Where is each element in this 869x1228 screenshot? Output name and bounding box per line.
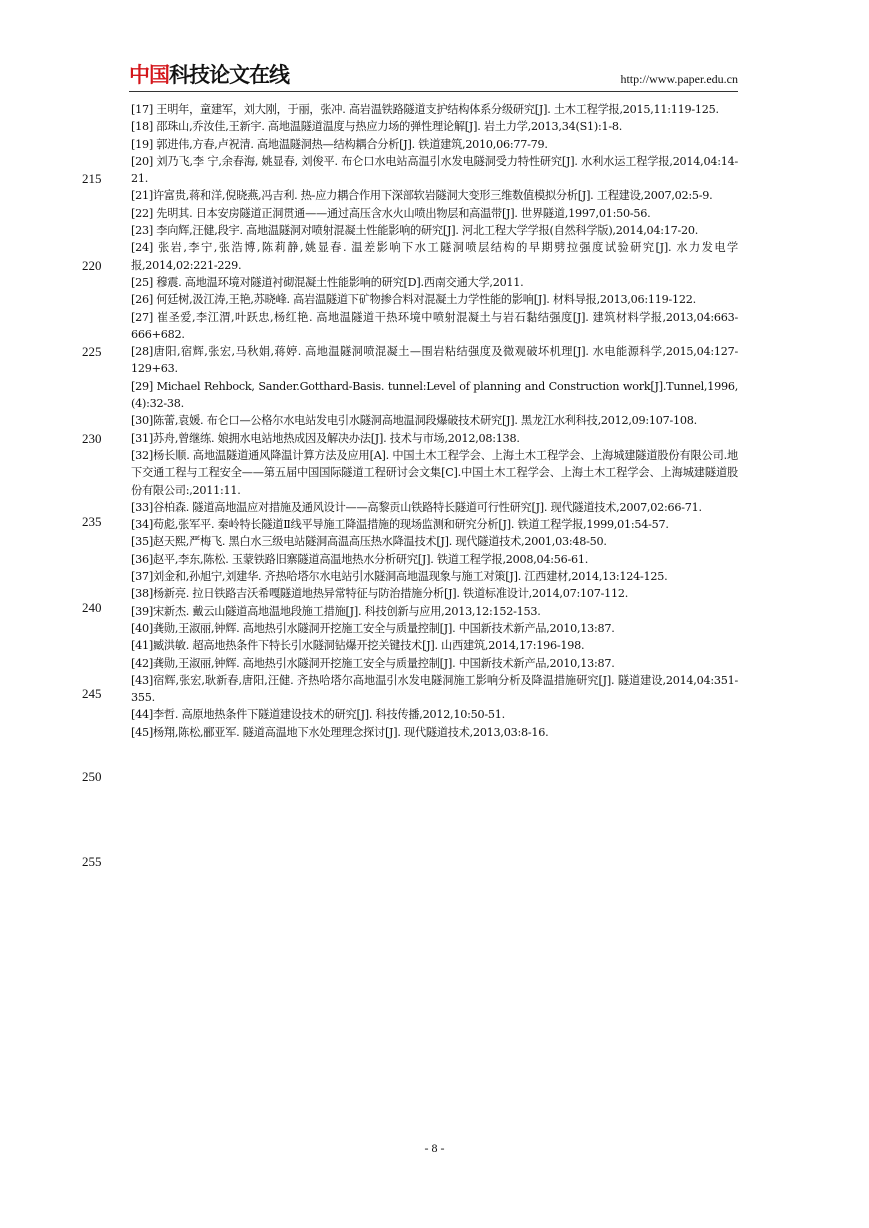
reference-item: [23] 李向辉,汪健,段宇. 高地温隧洞对喷射混凝土性能影响的研究[J]. 河北工程大学学报(自然科学版),2014,04:17-20. [131,224,699,238]
reference-item: [40]龚勋,王淑丽,钟辉. 高地热引水隧洞开挖施工安全与质量控制[J]. 中国新技术新产品,2010,13:87. [131,621,615,635]
header-divider [129,91,738,92]
reference-item: [28]唐阳,宿辉,张宏,马秋娟,蒋婷. 高地温隧洞喷混凝土—围岩粘结强度及微观破坏机理[J]. 水电能源科学,2015,04:127-129+63. [131,345,738,376]
reference-item: [43]宿辉,张宏,耿新春,唐阳,汪健. 齐热哈塔尔高地温引水发电隧洞施工影响分析及降温措施研究[J]. 隧道建设,2014,04:351-355. [131,673,738,705]
reference-item: [27] 崔圣爱,李江渭,叶跃忠,杨红艳. 高地温隧道干热环境中喷射混凝土与岩石黏结强度[J]. 建筑材料学报,2013,04:663-666+682. [131,310,738,341]
reference-item: [41]臧洪敏. 超高地热条件下特长引水隧洞钻爆开挖关键技术[J]. 山西建筑,2014,17:196-198. [131,639,585,653]
line-number: 215 [82,171,102,186]
line-number: 245 [82,686,102,701]
reference-item: [37]刘金和,孙旭宁,刘建华. 齐热哈塔尔水电站引水隧洞高地温现象与施工对策[J]. 江西建材,2014,13:124-125. [131,570,668,584]
reference-item: [38]杨新亮. 拉日铁路吉沃希嘎隧道地热异常特征与防治措施分析[J]. 铁道标准设计,2014,07:107-112. [131,587,629,601]
reference-item: [24] 张岩,李宁,张浩博,陈莉静,姚显春. 温差影响下水工隧洞喷层结构的早期劈拉强度试验研究[J]. 水力发电学报,2014,02:221-229. [131,241,738,272]
reference-item: [30]陈蕾,袁媛. 布仑口—公格尔水电站发电引水隧洞高地温洞段爆破技术研究[J]. 黑龙江水利科技,2012,09:107-108. [131,414,697,428]
line-number: 240 [82,600,102,615]
reference-item: [21]许富贵,蒋和洋,倪晓燕,冯吉利. 热-应力耦合作用下深部软岩隧洞大变形三维数值模拟分析[J]. 工程建设,2007,02:5-9. [131,189,713,203]
reference-item: [18] 邵珠山,乔汝佳,王新宇. 高地温隧道温度与热应力场的弹性理论解[J]. 岩土力学,2013,34(S1):1-8. [131,120,623,134]
reference-list [131,101,738,741]
logo-red-text: 中国 [129,63,169,87]
reference-item: [22] 先明其. 日本安房隧道正洞贯通——通过高压含水火山喷出物层和高温带[J]. 世界隧道,1997,01:50-56. [131,206,651,220]
reference-item: [44]李哲. 高原地热条件下隧道建设技术的研究[J]. 科技传播,2012,10:50-51. [131,708,505,722]
header-url[interactable]: http://www.paper.edu.cn [620,72,738,86]
reference-item: [33]谷柏森. 隧道高地温应对措施及通风设计——高黎贡山铁路特长隧道可行性研究[J]. 现代隧道技术,2007,02:66-71. [131,500,702,514]
reference-item: [39]宋新杰. 戴云山隧道高地温地段施工措施[J]. 科技创新与应用,2013,12:152-153. [131,604,541,618]
line-number: 225 [82,344,102,359]
reference-item: [31]苏舟,曾继练. 娘拥水电站地热成因及解决办法[J]. 技术与市场,2012,08:138. [131,431,520,445]
line-number: 230 [82,431,102,446]
reference-item: [32]杨长顺. 高地温隧道通风降温计算方法及应用[A]. 中国土木工程学会、上海土木工程学会、上海城建隧道股份有限公司.地下交通工程与工程安全——第五届中国国际隧道工程研讨会文集[C].中国土木工程学会、上海土木工程学会、上海城建隧道股份有限公司:,2011:11. [131,448,738,497]
page-number: - 8 - [424,1141,445,1155]
reference-item: [29] Michael Rehbock, Sander.Gotthard-Basis. tunnel:Level of planning and Construction work[J].Tunnel,1996,(4):32-38. [131,379,738,411]
reference-item: [20] 刘乃飞,李 宁,余春海, 姚显春, 刘俊平. 布仑口水电站高温引水发电隧洞受力特性研究[J]. 水利水运工程学报,2014,04:14-21. [131,154,738,186]
reference-item: [19] 郭进伟,方春,卢祝清. 高地温隧洞热—结构耦合分析[J]. 铁道建筑,2010,06:77-79. [131,137,548,151]
logo-black-text: 科技论文在线 [169,63,289,87]
reference-item: [26] 何廷树,汲江涛,王艳,苏晓峰. 高岩温隧道下矿物掺合料对混凝土力学性能的影响[J]. 材料导报,2013,06:119-122. [131,293,696,307]
line-number: 250 [82,769,102,784]
reference-item: [45]杨翔,陈松,郦亚军. 隧道高温地下水处理理念探讨[J]. 现代隧道技术,2013,03:8-16. [131,725,549,739]
reference-item: [17] 王明年，童建军，刘大刚，于丽，张冲. 高岩温铁路隧道支护结构体系分级研究[J]. 土木工程学报,2015,11:119-125. [131,103,719,116]
reference-item: [34]苟彪,张军平. 秦岭特长隧道Ⅱ线平导施工降温措施的现场监测和研究分析[J]. 铁道工程学报,1999,01:54-57. [131,518,669,532]
reference-item: [36]赵平,李东,陈松. 玉蒙铁路旧寨隧道高温地热水分析研究[J]. 铁道工程学报,2008,04:56-61. [131,552,589,566]
line-number: 220 [82,258,102,273]
site-logo [129,62,289,88]
reference-item: [25] 穆震. 高地温环境对隧道衬砌混凝土性能影响的研究[D].西南交通大学,2011. [131,275,524,289]
line-number: 235 [82,514,102,529]
reference-item: [35]赵天熙,严梅飞. 黑白水三级电站隧洞高温高压热水降温技术[J]. 现代隧道技术,2001,03:48-50. [131,535,607,549]
line-number: 255 [82,854,102,869]
reference-item: [42]龚勋,王淑丽,钟辉. 高地热引水隧洞开挖施工安全与质量控制[J]. 中国新技术新产品,2010,13:87. [131,656,615,670]
